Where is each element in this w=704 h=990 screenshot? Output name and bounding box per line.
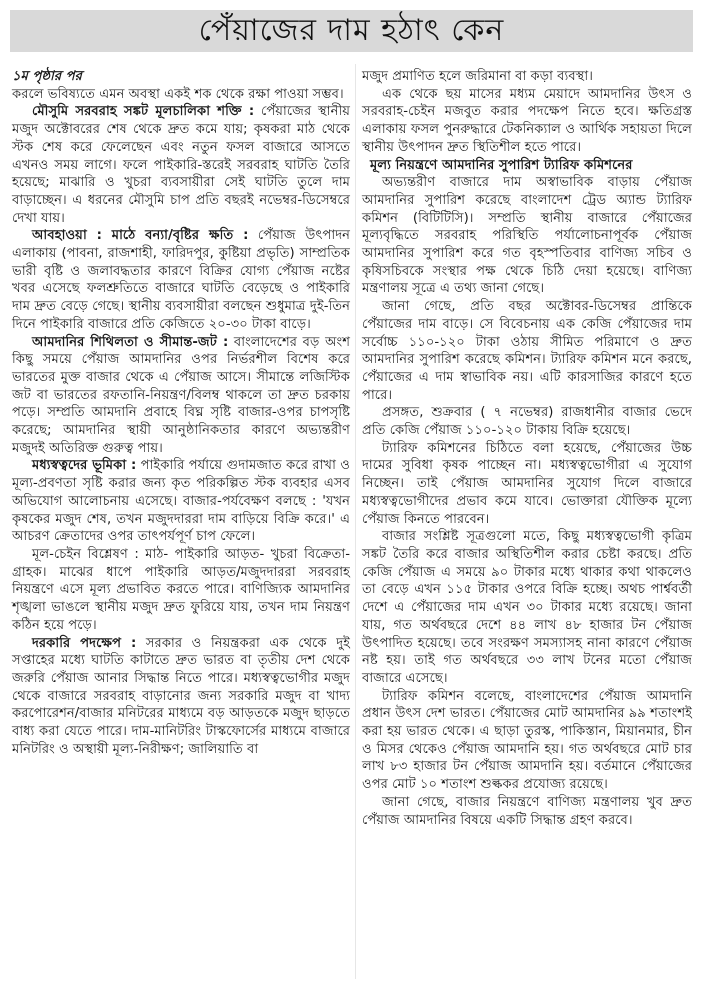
intro-paragraph: করলে ভবিষ্যতে এমন অবস্থা একই শক থেকে রক্ষা পাওয়া সম্ভব। <box>12 86 344 102</box>
paragraph <box>12 635 350 759</box>
left-column <box>12 68 350 758</box>
paragraph-text: পেঁয়াজের স্থানীয় মজুদ অক্টোবরের শেষ থেকে দ্রুত কমে যায়; কৃষকরা মাঠ থেকে স্টক শেষ করে ফেলেছেন এবং নতুন ফসল বাজারে আসতে এখনও সময় লাগে। ফলে পাইকারি-স্তরেই সরবরাহ ঘাটতি তৈরি হয়েছে; মাঝারি ও খুচরা ব্যবসায়ীরা সেই ঘাটতি তুলে দাম বাড়াচ্ছেন। এ ধরনের মৌসুমি চাপ প্রতি বছরই নভেম্বর-ডিসেম্বরে দেখা যায়। <box>12 104 350 226</box>
paragraph-text: মূল-চেইন বিশ্লেষণ : মাঠ- পাইকারি আড়ত- খুচরা বিক্রেতা- গ্রাহক। মাঝের ধাপে পাইকারি আড়ত/মজুদদাররা সরবরাহ নিয়ন্ত্রণে এসে মূল্য প্রভাবিত করতে পারে। বাণিজ্যিক আমদানির শৃঙ্খলা ভাঙলে স্থানীয় মজুদ দ্রুত ফুরিয়ে যায়, তখন দাম নিয়ন্ত্রণ কঠিন হয়ে পড়ে। <box>12 546 350 633</box>
subheading: মূল্য নিয়ন্ত্রণে আমদানির সুপারিশ ট্যারিফ কমিশনের <box>370 157 633 173</box>
paragraph <box>12 103 350 227</box>
continued-from-label: ১ম পৃষ্ঠার পর <box>12 69 82 84</box>
column-divider <box>355 64 356 979</box>
paragraph: ট্যারিফ কমিশন বলেছে, বাংলাদেশের পেঁয়াজ আমদানি প্রধান উৎস দেশ ভারত। পেঁয়াজের মোট আমদানির ৯৯ শতাংশই করা হয় ভারত থেকে। এ ছাড়া তুরস্ক, পাকিস্তান, মিয়ানমার, চীন ও মিসর থেকেও পেঁয়াজ আমদানি হয়। গত অর্থবছরে মোট চার লাখ ৮৩ হাজার টন পেঁয়াজ আমদানি হয়। বর্তমানে পেঁয়াজের ওপর মোট ১০ শতাংশ শুল্ককর প্রযোজ্য রয়েছে। <box>362 688 692 793</box>
headline: পেঁয়াজের দাম হঠাৎ কেন <box>198 12 505 48</box>
paragraph-text: পাইকারি পর্যায়ে গুদামজাত করে রাখা ও মূল্য-প্রবণতা সৃষ্টি করার জন্য কৃত পরিকল্পিত স্টক ব্যবহার এসব অভিযোগ আলোচনায় এসেছে। বাজার-পর্যবেক্ষণ বলছে : 'যখন কৃষকের মজুদ শেষ, তখন মজুদদাররা দাম বাড়িয়ে বিক্রি করে।' এ আচরণ ক্রেতাদের ওপর তাৎপর্যপূর্ণ চাপ ফেলে। <box>12 458 350 545</box>
paragraph-lead: মৌসুমি সরবরাহ সঙ্কট মূলচালিকা শক্তি : <box>32 104 255 120</box>
paragraph <box>12 227 350 333</box>
paragraph: এক থেকে ছয় মাসের মধ্যম মেয়াদে আমদানির উৎস ও সরবরাহ-চেইন মজবুত করার পদক্ষেপ নিতে হবে। ক্ষতিগ্রস্ত এলাকায় ফসল পুনরুদ্ধারে টেকনিক্যাল ও আর্থিক সহায়তা দিলে স্থানীয় উৎপাদন দ্রুত স্থিতিশীল হতে পারে। <box>362 86 692 155</box>
paragraph-lead: আমদানির শিথিলতা ও সীমান্ত-জট : <box>32 334 229 350</box>
paragraph: ট্যারিফ কমিশনের চিঠিতে বলা হয়েছে, পেঁয়াজের উচ্চ দামের সুবিধা কৃষক পাচ্ছেন না। মধ্যস্বত্বভোগীরা এ সুযোগ নিচ্ছেন। তাই পেঁয়াজ আমদানির সুযোগ দিলে বাজারে মধ্যস্বত্বভোগীদের প্রভাব কমে যাবে। ভোক্তারা যৌক্তিক মূল্যে পেঁয়াজ কিনতে পারবেন। <box>362 440 692 527</box>
paragraph-text: সরকার ও নিয়ন্ত্রকরা এক থেকে দুই সপ্তাহের মধ্যে ঘাটতি কাটাতে দ্রুত ভারত বা তৃতীয় দেশ থেকে জরুরি পেঁয়াজ আনার সিদ্ধান্ত নিতে পারে। মধ্যস্বত্বভোগীর মজুদ থেকে বাজারে সরবরাহ বাড়ানোর জন্য সরকারি মজুদ বা খাদ্য করপোরেশন/বাজার মনিটরের মাধ্যমে বড় আড়তকে মজুদ ছাড়তে বাধ্য করা যেতে পারে। দাম-মানিটরিং টাস্কফোর্সের মাধ্যমে বাজারে মনিটরিং ও অস্থায়ী মূল্য-নিরীক্ষণ; জালিয়াতি বা <box>12 635 350 757</box>
paragraph <box>12 457 350 546</box>
right-column <box>362 68 692 829</box>
paragraph-lead: মধ্যস্বত্বদের ভূমিকা : <box>32 458 137 474</box>
paragraph-lead: দরকারি পদক্ষেপ : <box>32 635 137 651</box>
paragraph <box>12 546 350 635</box>
paragraph-lead: আবহাওয়া : মাঠে বন্যা/বৃষ্টির ক্ষতি : <box>32 228 249 244</box>
paragraph: অভ্যন্তরীণ বাজারে দাম অস্বাভাবিক বাড়ায় পেঁয়াজ আমদানির সুপারিশ করেছে বাংলাদেশ ট্রেড অ্যান্ড ট্যারিফ কমিশন (বিটিটিসি)। সম্প্রতি স্থানীয় বাজারে পেঁয়াজের মূল্যবৃদ্ধিতে সরবরাহ পরিস্থিতি পর্যালোচনাপূর্বক পেঁয়াজ আমদানির সুপারিশ করে গত বৃহস্পতিবার বাণিজ্য সচিব ও কৃষিসচিবকে সংস্থার পক্ষ থেকে চিঠি দেয়া হয়েছে। বাণিজ্য মন্ত্রণালয় সূত্রে এ তথ্য জানা গেছে। <box>362 175 692 297</box>
paragraph: জানা গেছে, বাজার নিয়ন্ত্রণে বাণিজ্য মন্ত্রণালয় খুব দ্রুত পেঁয়াজ আমদানির বিষয়ে একটি সিদ্ধান্ত গ্রহণ করবে। <box>362 794 692 828</box>
paragraph: জানা গেছে, প্রতি বছর অক্টোবর-ডিসেম্বর প্রান্তিকে পেঁয়াজের দাম বাড়ে। সে বিবেচনায় এক কেজি পেঁয়াজের দাম সর্বোচ্চ ১১০-১২০ টাকা ওঠায় সীমিত পরিমাণে ও দ্রুত আমদানির সুপারিশ করেছে কমিশন। ট্যারিফ কমিশন মনে করছে, পেঁয়াজের এ দাম স্বাভাবিক নয়। এটি কারসাজির কারণে হতে পারে। <box>362 299 692 403</box>
paragraph: প্রসঙ্গত, শুক্রবার ( ৭ নভেম্বর) রাজধানীর বাজার ভেদে প্রতি কেজি পেঁয়াজ ১১০-১২০ টাকায় বিক্রি হয়েছে। <box>362 405 692 439</box>
paragraph-text: পেঁয়াজ উৎপাদন এলাকায় (পাবনা, রাজশাহী, ফারিদপুর, কুষ্টিয়া প্রভৃতি) সাম্প্রতিক ভারী বৃষ্টি ও জলাবদ্ধতার কারণে বিক্রির যোগ্য পেঁয়াজ নষ্টের খবর এসেছে ফলশ্রুতিতে বাজারে ঘাটতি বেড়েছে ও পাইকারি দাম দ্রুত বেড়ে গেছে। স্থানীয় ব্যবসায়ীরা বলছেন শুধুমাত্র দুই-তিন দিনে পাইকারি বাজারে প্রতি কেজিতে ২০-৩০ টাকা বাড়ে। <box>12 228 350 332</box>
paragraph-text: বাংলাদেশের বড় অংশ কিছু সময়ে পেঁয়াজ আমদানির ওপর নির্ভরশীল বিশেষ করে ভারতের মুক্ত বাজার থেকে এ পেঁয়াজ আসে। সীমান্তে লজিস্টিক জট বা ভারতের রফতানি-নিয়ন্ত্রণ/বিলম্ব থাকলে তা দ্রুত চরকায় পড়ে। সম্প্রতি আমদানি প্রবাহে বিঘ্ন সৃষ্টি বাজার-ওপর চাপসৃষ্টি করেছে; আমদানির স্থায়ী আনুষ্ঠানিকতার কারণে অভ্যন্তরীণ মজুদই অতিরিক্ত গুরুত্ব পায়। <box>12 334 351 456</box>
headline-banner <box>10 10 693 52</box>
continuation-paragraph: মজুদ প্রমাণিত হলে জরিমানা বা কড়া ব্যবস্থা। <box>362 69 593 84</box>
paragraph: বাজার সংশ্লিষ্ট সূত্রগুলো মতে, কিছু মধ্যস্বত্বভোগী কৃত্রিম সঙ্কট তৈরি করে বাজার অস্থিতিশীল করার চেষ্টা করছে। প্রতি কেজি পেঁয়াজ এ সময়ে ৯০ টাকার মধ্যে থাকার কথা থাকলেও তা বেড়ে এখন ১১৫ টাকার ওপরে বিক্রি হচ্ছে। অথচ পার্শ্ববর্তী দেশে এ পেঁয়াজের দাম এখন ৩০ টাকার মধ্যে রয়েছে। জানা যায়, গত অর্থবছরে দেশে ৪৪ লাখ ৪৮ হাজার টন পেঁয়াজ উৎপাদিত হয়েছে। তবে সংরক্ষণ সমস্যাসহ নানা কারণে পেঁয়াজ নষ্ট হয়। তাই গত অর্থবছরে ৩৩ লাখ টনের মতো পেঁয়াজ বাজারে এসেছে। <box>362 529 692 686</box>
paragraph <box>12 334 350 458</box>
